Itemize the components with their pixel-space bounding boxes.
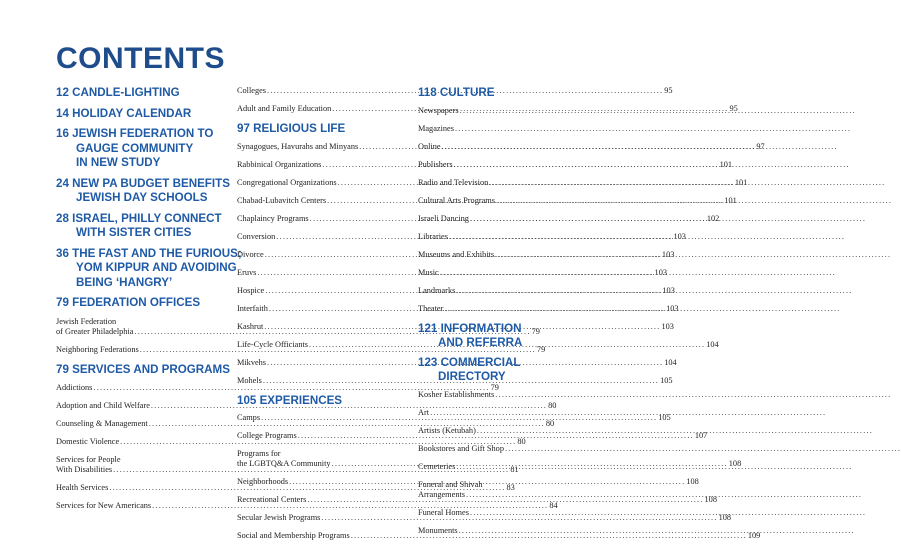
toc-entry-label: Chabad-Lubavitch Centers xyxy=(237,195,327,205)
toc-entry-page-number: 108 xyxy=(718,513,732,522)
toc-entry-label: Counseling & Management xyxy=(56,419,148,428)
section-heading xyxy=(56,176,230,206)
toc-entry-label: Jewish Federation xyxy=(56,316,117,326)
toc-entry-page-number: 80 xyxy=(545,419,555,428)
toc-entry-label: Magazines xyxy=(418,123,454,133)
toc-entry-page-number: 80 xyxy=(548,401,557,410)
section-heading-line: GAUGE COMMUNITY xyxy=(76,141,194,155)
toc-entry-label: Addictions xyxy=(56,383,93,392)
section-heading-line: 105 EXPERIENCES xyxy=(237,393,343,407)
toc-entry-label: Hospice xyxy=(237,285,265,295)
toc-entry-page-number: 95 xyxy=(729,104,738,113)
toc-entry-page-number: 103 xyxy=(673,231,686,241)
toc-entry xyxy=(56,419,555,429)
section-heading-line: 24 NEW PA BUDGET BENEFITS xyxy=(56,176,230,190)
toc-entry-label: Camps xyxy=(237,413,261,422)
section-heading-line: 36 THE FAST AND THE FURIOUS; xyxy=(56,246,242,260)
toc-entry xyxy=(237,531,761,541)
dot-leader xyxy=(460,106,856,116)
toc-entry-label: of Greater Philadelphia xyxy=(56,326,134,336)
toc-entry xyxy=(237,413,671,423)
section-heading xyxy=(56,246,242,291)
toc-entry-label: Neighboring Federations xyxy=(56,344,139,354)
toc-entry-label: Services for New Americans xyxy=(56,501,152,510)
toc-entry xyxy=(418,304,538,314)
toc-entry-label: Funeral Homes xyxy=(418,507,469,517)
dot-leader xyxy=(455,124,851,134)
toc-entry xyxy=(418,250,538,260)
toc-entry-label: Divorce xyxy=(237,249,264,259)
dot-leader xyxy=(505,444,901,454)
section-heading-line: 79 FEDERATION OFFICES xyxy=(56,296,201,309)
toc-entry-label: Cultural Arts Programs xyxy=(418,195,495,205)
toc-entry-label: Congregational Organizations xyxy=(237,177,337,187)
toc-entry-label: Programs for xyxy=(237,449,281,458)
section-heading-line: YOM KIPPUR AND AVOIDING xyxy=(76,261,237,274)
toc-entry xyxy=(418,214,538,224)
toc-entry xyxy=(237,513,732,523)
toc-entry-page-number: 108 xyxy=(728,459,742,468)
toc-entry-page-number: 79 xyxy=(490,383,499,392)
dot-leader xyxy=(459,526,855,536)
toc-entry xyxy=(418,526,538,536)
toc-entry-page-number: 103 xyxy=(662,285,675,295)
toc-entry xyxy=(418,160,538,170)
toc-entry-page-number: 109 xyxy=(747,531,761,540)
section-heading xyxy=(56,362,230,378)
toc-entry-page-number: 104 xyxy=(706,339,719,349)
dot-leader xyxy=(456,462,852,472)
toc-entry-label: Services for People xyxy=(56,455,121,464)
dot-leader xyxy=(470,508,866,518)
toc-entry-label: Online xyxy=(418,141,441,151)
section-heading-line: 118 CULTURE xyxy=(418,86,495,99)
toc-entry xyxy=(56,401,557,411)
dot-leader xyxy=(470,214,866,224)
toc-entry-page-number: 80 xyxy=(517,437,526,446)
dot-leader xyxy=(449,232,845,242)
section-heading-line: AND REFERRA xyxy=(438,336,523,349)
toc-entry xyxy=(418,462,538,472)
toc-entry-label: Kosher Establishments xyxy=(418,389,495,399)
toc-entry-label: Art xyxy=(418,407,430,417)
toc-entry-label: Chaplaincy Programs xyxy=(237,213,309,223)
section-heading-line: 16 JEWISH FEDERATION TO xyxy=(56,127,214,140)
dot-leader xyxy=(477,426,873,436)
toc-entry-label: Neighborhoods xyxy=(237,477,289,486)
toc-entry-label: Monuments xyxy=(418,525,458,535)
section-heading-line: IN NEW STUDY xyxy=(76,156,161,169)
toc-entry-page-number: 81 xyxy=(510,465,519,474)
toc-entry-page-number: 105 xyxy=(658,413,671,422)
section-heading xyxy=(56,107,224,122)
section-heading xyxy=(418,322,538,351)
section-heading-line: DIRECTORY xyxy=(438,370,506,383)
toc-entry-page-number: 97 xyxy=(756,141,765,151)
toc-entry-page-number: 101 xyxy=(719,159,733,169)
toc-entry-page-number: 103 xyxy=(666,303,679,313)
page-title: CONTENTS xyxy=(56,42,225,75)
toc-entry xyxy=(418,268,538,278)
toc-entry-label: Newspapers xyxy=(418,105,459,115)
toc-entry-label: Adult and Family Education xyxy=(237,104,332,113)
toc-entry xyxy=(56,383,499,393)
toc-entry-label: Life-Cycle Officiants xyxy=(237,339,309,349)
toc-entry-label: Eruvs xyxy=(237,267,257,277)
section-heading xyxy=(237,122,401,137)
toc-entry xyxy=(56,501,558,511)
toc-entry-page-number: 101 xyxy=(724,195,737,205)
section-heading xyxy=(418,86,538,101)
toc-entry xyxy=(418,390,538,400)
section-heading xyxy=(56,296,224,311)
section-heading-line: 79 SERVICES AND PROGRAMS xyxy=(56,362,230,376)
toc-entry-label: Landmarks xyxy=(418,285,456,295)
toc-entry-label: Cemeteries xyxy=(418,461,456,471)
toc-entry xyxy=(418,142,538,152)
toc-entry-label: Domestic Violence xyxy=(56,437,120,446)
dot-leader xyxy=(442,142,838,152)
toc-entry xyxy=(418,286,538,296)
toc-entry-label: Mikvehs xyxy=(237,357,267,367)
dot-leader xyxy=(466,490,862,500)
dot-leader xyxy=(454,160,850,170)
toc-entry xyxy=(418,408,538,418)
toc-entry-page-number: 83 xyxy=(506,483,515,492)
toc-entry xyxy=(418,480,538,500)
toc-entry-page-number: 102 xyxy=(706,213,720,223)
dot-leader xyxy=(496,196,892,206)
section-heading-line: 14 HOLIDAY CALENDAR xyxy=(56,106,192,120)
toc-entry-page-number: 103 xyxy=(661,249,675,259)
toc-entry-label: Colleges xyxy=(237,86,267,95)
section-heading-line: WITH SISTER CITIES xyxy=(76,226,192,239)
toc-entry xyxy=(418,178,538,188)
toc-entry-page-number: 104 xyxy=(664,357,677,367)
toc-entry-label: Interfaith xyxy=(237,303,268,313)
toc-entry-label: the LGBTQ&A Community xyxy=(237,459,331,468)
section-heading xyxy=(418,356,538,385)
toc-entry xyxy=(56,437,526,447)
section-heading-line: BEING ‘HANGRY’ xyxy=(76,275,173,289)
toc-entry-label: Funeral and Shivah xyxy=(418,479,483,489)
toc-entry xyxy=(418,232,538,242)
toc-entry-label: Secular Jewish Programs xyxy=(237,513,321,522)
dot-leader xyxy=(495,250,891,260)
toc-entry xyxy=(418,106,538,116)
toc-entry xyxy=(418,508,538,518)
dot-leader xyxy=(495,390,891,400)
toc-entry-label: Health Services xyxy=(56,483,109,492)
toc-entry-label: Museums and Exhibits xyxy=(418,249,495,259)
section-heading xyxy=(237,394,401,409)
toc-entry-label: Recreational Centers xyxy=(237,495,307,504)
toc-entry-label: Adoption and Child Welfare xyxy=(56,401,150,410)
toc-entry-page-number: 108 xyxy=(704,495,717,504)
toc-entry-page-number: 103 xyxy=(661,321,674,331)
toc-entry-label: Music xyxy=(418,267,439,277)
section-heading xyxy=(56,212,224,241)
section-heading xyxy=(56,86,224,101)
toc-entry-page-number: 95 xyxy=(664,86,673,95)
toc-column-3 xyxy=(418,86,538,544)
toc-entry-label: Bookstores and Gift Shop xyxy=(418,443,504,453)
toc-entry-page-number: 101 xyxy=(734,177,748,187)
toc-entry-label: Artists (Ketubah) xyxy=(418,425,476,435)
section-heading-line: 123 COMMERCIAL xyxy=(418,355,521,369)
toc-entry-page-number: 79 xyxy=(531,326,540,336)
toc-entry-label: Theater xyxy=(418,303,444,313)
toc-entry xyxy=(418,444,538,454)
dot-leader xyxy=(430,408,826,418)
toc-entry xyxy=(418,196,538,206)
toc-entry-label: Kashrut xyxy=(237,321,264,331)
toc-entry-page-number: 79 xyxy=(536,344,546,354)
toc-entry-label: Arrangements xyxy=(418,489,465,499)
toc-entry-label: Social and Membership Programs xyxy=(237,531,350,540)
section-heading-line: 28 ISRAEL, PHILLY CONNECT xyxy=(56,211,222,225)
toc-entry-label: Publishers xyxy=(418,159,453,169)
toc-entry-page-number: 105 xyxy=(660,375,673,385)
toc-entry-page-number: 108 xyxy=(686,477,699,486)
toc-entry-label: Radio and Television xyxy=(418,177,489,187)
toc-entry-label: With Disabilities xyxy=(56,465,113,474)
toc-entry-label: Synagogues, Havurahs and Minyans xyxy=(237,141,359,151)
toc-entry-label: Rabbinical Organizations xyxy=(237,159,322,169)
dot-leader xyxy=(440,268,836,278)
toc-entry xyxy=(237,431,708,441)
section-heading xyxy=(56,127,224,171)
toc-entry-label: Mohels xyxy=(237,375,262,385)
toc-entry-label: Conversion xyxy=(237,231,276,241)
toc-entry-label: Israeli Dancing xyxy=(418,213,469,223)
toc-entry xyxy=(418,124,538,134)
toc-entry xyxy=(237,495,717,505)
dot-leader xyxy=(456,286,852,296)
toc-entry-page-number: 84 xyxy=(549,501,558,510)
toc-entry-label: Libraries xyxy=(418,231,448,241)
toc-entry-page-number: 103 xyxy=(654,267,667,277)
toc-entry-page-number: 107 xyxy=(694,431,708,440)
toc-entry xyxy=(418,426,538,436)
dot-leader xyxy=(489,178,885,188)
toc-entry-label: College Programs xyxy=(237,431,297,440)
section-heading-line: 97 RELIGIOUS LIFE xyxy=(237,122,346,135)
section-heading-line: JEWISH DAY SCHOOLS xyxy=(76,191,208,204)
section-heading-line: 121 INFORMATION xyxy=(418,321,522,335)
dot-leader xyxy=(444,304,840,314)
section-heading-line: 12 CANDLE-LIGHTING xyxy=(56,86,180,99)
